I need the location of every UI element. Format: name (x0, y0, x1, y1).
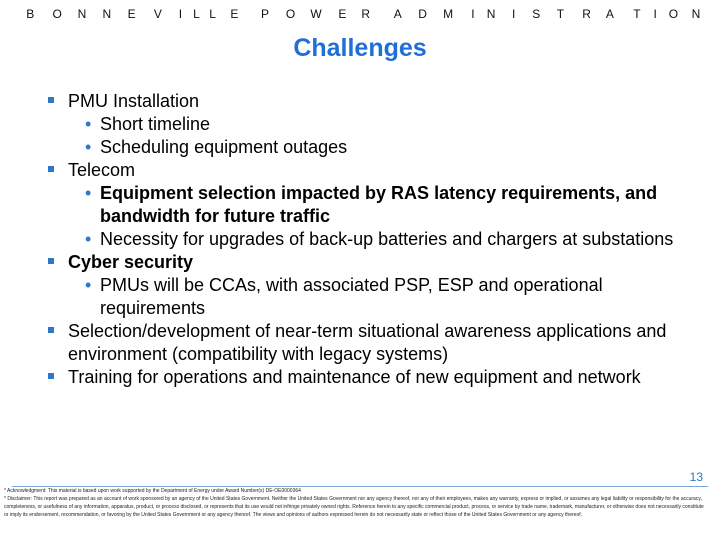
slide-title: Challenges (293, 34, 427, 62)
header-letter: R (582, 7, 591, 21)
bullet-text: Necessity for upgrades of back-up batteries and chargers at substations (100, 229, 674, 249)
bullet-text: Short timeline (100, 114, 211, 134)
header-letter: E (127, 7, 136, 21)
header-letter: E (338, 7, 347, 21)
header-letter: I (178, 7, 183, 21)
header-letter: T (556, 7, 565, 21)
header-letter: A (605, 7, 614, 21)
header-letter: R (361, 7, 370, 21)
header-letter: S (532, 7, 541, 21)
bullet-text: Telecom (68, 160, 136, 180)
header-letter: L (193, 7, 200, 21)
footnote (4, 487, 704, 519)
bullet-text: Cyber security (68, 252, 194, 272)
bullet-text: Equipment selection impacted by RAS latency requirements, and bandwidth for future traffic (100, 183, 658, 226)
bullet-text: Training for operations and maintenance of new equipment and network (68, 367, 641, 387)
square-bullet-icon (48, 258, 54, 264)
sub-bullet-item (48, 113, 688, 136)
header-letter: O (285, 7, 296, 21)
sub-bullet-item (48, 274, 688, 320)
square-bullet-icon (48, 373, 54, 379)
bullet-list (48, 90, 688, 389)
header-letter: D (418, 7, 427, 21)
header-letter: N (486, 7, 496, 21)
agency-header (0, 7, 720, 27)
square-bullet-icon (48, 327, 54, 333)
bullet-text: PMUs will be CCAs, with associated PSP, ESP and operational requirements (100, 275, 603, 318)
header-letter: N (691, 7, 701, 21)
bullet-item (48, 320, 688, 366)
dot-bullet-icon: • (85, 275, 92, 295)
acknowledgment-note: * Acknowledgment: This material is based upon work supported by the Department of Energy under Award Number(s) DE-OE0000364 (4, 488, 301, 494)
header-letter: I (653, 7, 657, 21)
bullet-item (48, 90, 688, 113)
bullet-item (48, 366, 688, 389)
bullet-item (48, 251, 688, 274)
header-letter: N (102, 7, 112, 21)
dot-bullet-icon: • (85, 114, 92, 134)
header-letter: A (393, 7, 402, 21)
header-letter: I (512, 7, 516, 21)
dot-bullet-icon: • (85, 137, 92, 157)
square-bullet-icon (48, 97, 54, 103)
header-letter: O (668, 7, 679, 21)
bullet-text: PMU Installation (68, 91, 200, 111)
header-letter: P (261, 7, 270, 21)
header-letter: W (310, 7, 322, 21)
header-letter: M (443, 7, 454, 21)
bullet-item (48, 159, 688, 182)
header-letter: T (633, 7, 641, 21)
dot-bullet-icon: • (85, 229, 92, 249)
header-letter: N (77, 7, 87, 21)
sub-bullet-item (48, 136, 688, 159)
header-letter: L (209, 7, 216, 21)
sub-bullet-item (48, 182, 688, 228)
header-letter: E (230, 7, 239, 21)
header-letter: O (52, 7, 62, 21)
bullet-text: Selection/development of near-term situational awareness applications and environment (compatibility with legacy systems) (68, 321, 667, 364)
header-letter: I (471, 7, 475, 21)
square-bullet-icon (48, 166, 54, 172)
dot-bullet-icon: • (85, 183, 92, 203)
disclaimer-note: * Disclaimer: This report was prepared as an account of work sponsored by an agency of the United States Government. Neither the United States Government nor any agency thereof, nor any of their employees, makes any warranty, express or implied, or assumes any legal liability or responsibility for the accuracy, completeness, or usefulness of any information, apparatus, product, or process disclosed, or represents that its use would not infringe privately owned rights. Reference herein to any specific commercial product, process, or service by trade name, trademark, manufacturer, or otherwise does not necessarily constitute or imply its endorsement, recommendation, or favoring by the United States Government or any agency thereof. The views and opinions of authors expressed herein do not necessarily state or reflect those of the United States Government or any agency thereof. (4, 496, 704, 518)
header-letter: V (153, 7, 162, 21)
header-letter: B (26, 7, 35, 21)
sub-bullet-item (48, 228, 688, 251)
page-number: 13 (689, 470, 703, 484)
bullet-text: Scheduling equipment outages (100, 137, 348, 157)
